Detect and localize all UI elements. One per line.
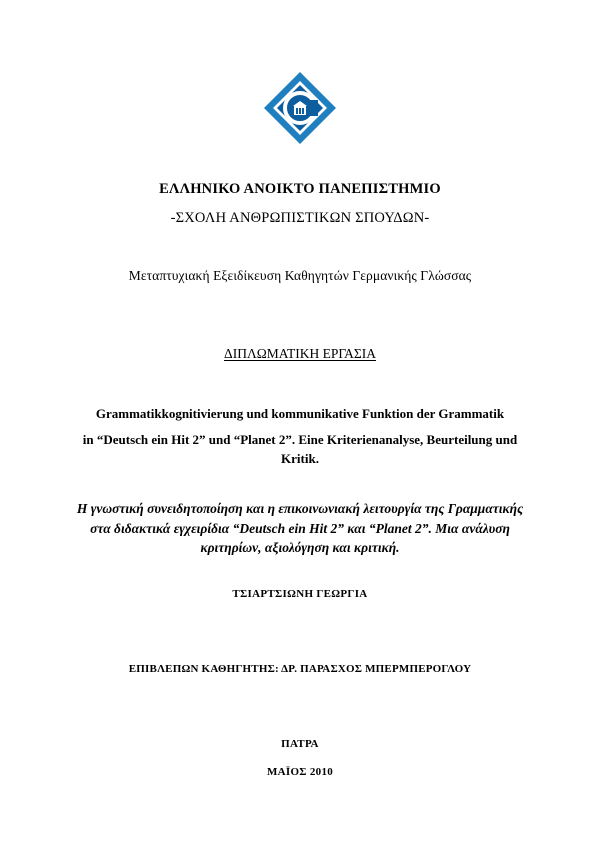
city: ΠΑΤΡΑ <box>281 738 319 750</box>
program-name: Μεταπτυχιακή Εξειδίκευση Καθηγητών Γερμανικής Γλώσσας <box>128 268 472 283</box>
author-name: ΤΣΙΑΡΤΣΙΩΝΗ ΓΕΩΡΓΙΑ <box>232 588 368 600</box>
university-emblem-icon <box>264 72 336 144</box>
date: ΜΑΪΟΣ 2010 <box>266 766 334 778</box>
supervisor-line: ΕΠΙΒΛΕΠΩΝ ΚΑΘΗΓΗΤΗΣ: ΔΡ. ΠΑΡΑΣΧΟΣ ΜΠΕΡΜΠΕΡΟΓΛΟΥ <box>128 663 472 675</box>
thesis-title-german-line1: Grammatikkognitivierung und kommunikative Funktion der Grammatik <box>95 406 505 421</box>
thesis-type-label: ΔΙΠΛΩΜΑΤΙΚΗ ΕΡΓΑΣΙΑ <box>224 346 376 361</box>
thesis-title-german-line2: in “Deutsch ein Hit 2” und “Planet 2”. Eine Kriterienanalyse, Beurteilung und Kritik. <box>82 432 518 466</box>
thesis-title-greek: Η γνωστική συνειδητοποίηση και η επικοινωνιακή λειτουργία της Γραμματικής στα διδακτικά εγχειρίδια “Deutsch ein Hit 2” και “Planet 2”. Μια ανάλυση κριτηρίων, αξιολόγηση και κριτική. <box>76 501 524 555</box>
university-name: ΕΛΛΗΝΙΚΟ ΑΝΟΙΚΤΟ ΠΑΝΕΠΙΣΤΗΜΙΟ <box>159 181 441 197</box>
school-name: -ΣΧΟΛΗ ΑΝΘΡΩΠΙΣΤΙΚΩΝ ΣΠΟΥΔΩΝ- <box>170 210 430 226</box>
